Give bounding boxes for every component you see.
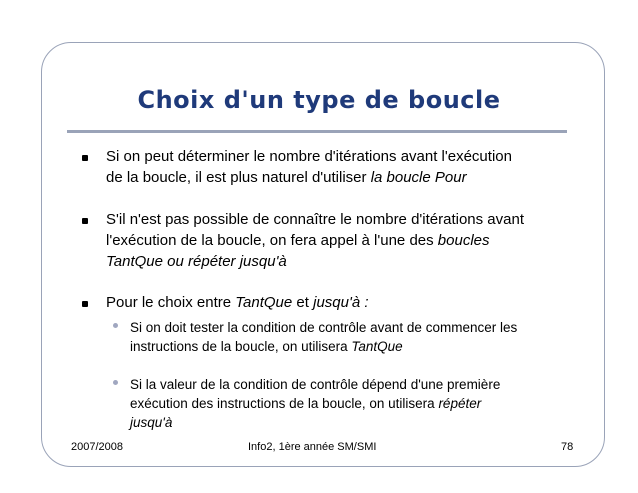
sub-bullet-1-line-2: [130, 337, 517, 356]
bullet-square-icon: [82, 155, 88, 161]
title-divider: [67, 130, 567, 133]
sub-bullet-dot-icon: [113, 380, 118, 385]
bullet-2-line-3-italic: TantQue ou répéter jusqu'à: [106, 253, 287, 270]
bullet-3-italic-1: TantQue: [235, 294, 293, 311]
sub-bullet-2-line-3-italic: jusqu'à: [130, 415, 173, 430]
bullet-square-icon: [82, 301, 88, 307]
sub-bullet-2-line-2: [130, 394, 500, 413]
sub-bullet-2-line-3: [130, 413, 500, 432]
sub-bullet-2-line-2-italic: répéter: [438, 396, 482, 411]
sub-bullet-1-line-1: Si on doit tester la condition de contrôle avant de commencer les: [130, 320, 518, 335]
sub-bullet-2-line-2-plain: exécution des instructions de la boucle, on utilisera: [130, 396, 439, 411]
bullet-3-plain-1: Pour le choix entre: [106, 294, 236, 311]
footer-page-number: 78: [561, 441, 574, 453]
bullet-2-line-2-italic: boucles: [437, 232, 490, 249]
slide-title: Choix d'un type de boucle: [137, 86, 501, 114]
footer-date: 2007/2008: [71, 441, 123, 453]
sub-bullet-1-line-2-italic: TantQue: [351, 339, 403, 354]
bullet-1-line-1: Si on peut déterminer le nombre d'itérations avant l'exécution: [106, 148, 512, 165]
bullet-2-line-2-plain: l'exécution de la boucle, on fera appel à l'une des: [106, 232, 438, 249]
bullet-3-italic-2: jusqu'à :: [313, 294, 369, 311]
sub-bullet-2-line-1: Si la valeur de la condition de contrôle dépend d'une première: [130, 377, 501, 392]
bullet-1-line-2-italic: la boucle Pour: [370, 169, 467, 186]
bullet-3-plain-2: et: [292, 294, 314, 311]
footer-course: Info2, 1ère année SM/SMI: [248, 441, 377, 453]
bullet-square-icon: [82, 218, 88, 224]
sub-bullet-1-line-2-plain: instructions de la boucle, on utilisera: [130, 339, 352, 354]
bullet-1-line-2: [106, 167, 512, 188]
bullet-3-line-1: [106, 292, 369, 313]
sub-bullet-dot-icon: [113, 323, 118, 328]
bullet-2-line-2: [106, 230, 524, 251]
bullet-1-line-2-plain: de la boucle, il est plus naturel d'utiliser: [106, 169, 371, 186]
bullet-2-line-1: S'il n'est pas possible de connaître le nombre d'itérations avant: [106, 211, 525, 228]
bullet-2-line-3: [106, 251, 524, 272]
